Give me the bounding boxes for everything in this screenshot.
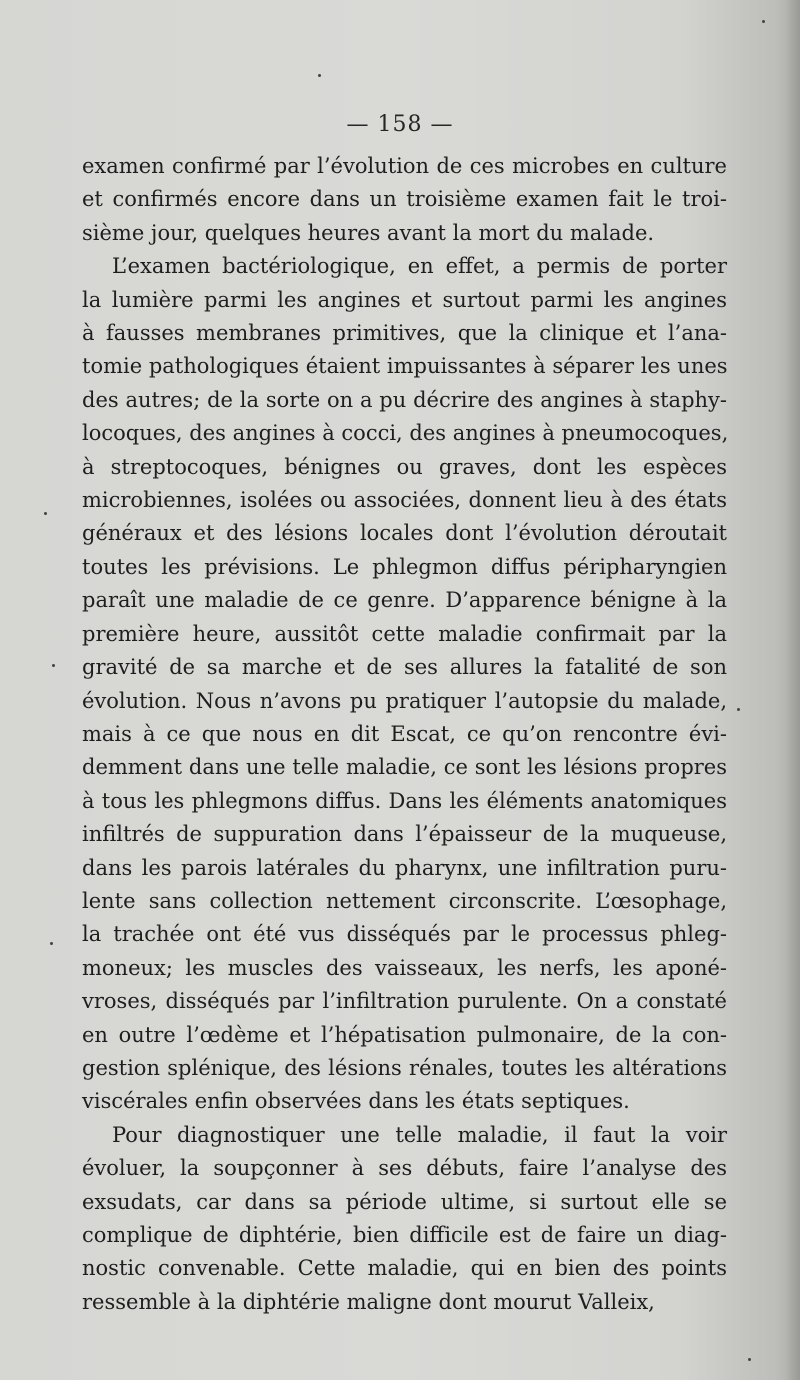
- text-line: gravité de sa marche et de ses allures la fatalité de son: [82, 655, 727, 680]
- text-line: évoluer, la soupçonner à ses débuts, faire l’analyse des: [82, 1156, 727, 1181]
- page-number: — 158 —: [346, 112, 454, 137]
- page-edge-shadow: [786, 0, 800, 1380]
- print-speck: [762, 20, 765, 23]
- text-line: complique de diphtérie, bien difficile est de faire un diag-: [82, 1223, 727, 1247]
- text-line: en outre l’œdème et l’hépatisation pulmonaire, de la con-: [82, 1022, 727, 1047]
- text-line: à fausses membranes primitives, que la clinique et l’ana-: [82, 321, 727, 346]
- print-speck: [748, 1358, 751, 1361]
- text-line: lente sans collection nettement circonscrite. L’œsophage,: [82, 888, 727, 913]
- text-line: moneux; les muscles des vaisseaux, les nerfs, les aponé-: [82, 955, 727, 980]
- print-speck: [318, 74, 321, 77]
- print-speck: [52, 664, 55, 667]
- text-line: Pour diagnostiquer une telle maladie, il faut la voir: [112, 1122, 727, 1147]
- text-line: microbiennes, isolées ou associées, donnent lieu à des états: [82, 488, 727, 513]
- paragraph: [82, 250, 727, 1119]
- text-line: tomie pathologiques étaient impuissantes à séparer les unes: [82, 354, 728, 379]
- text-line: L’examen bactériologique, en effet, a permis de porter: [112, 254, 727, 279]
- text-line: vroses, disséqués par l’infiltration purulente. On a constaté: [82, 989, 727, 1014]
- text-line: nostic convenable. Cette maladie, qui en bien des points: [82, 1256, 727, 1281]
- body-text: [82, 150, 727, 1319]
- text-line: à tous les phlegmons diffus. Dans les éléments anatomiques: [82, 788, 727, 813]
- text-line: viscérales enfin observées dans les états septiques.: [82, 1089, 630, 1114]
- text-line: paraît une maladie de ce genre. D’apparence bénigne à la: [82, 588, 727, 613]
- text-line: exsudats, car dans sa période ultime, si surtout elle se: [82, 1189, 727, 1214]
- text-line: à streptocoques, bénignes ou graves, dont les espèces: [82, 454, 727, 479]
- text-line: première heure, aussitôt cette maladie confirmait par la: [82, 621, 727, 646]
- text-line: sième jour, quelques heures avant la mort du malade.: [82, 220, 655, 245]
- print-speck: [50, 942, 53, 945]
- text-line: la trachée ont été vus disséqués par le processus phleg-: [82, 922, 727, 947]
- print-speck: [44, 512, 47, 515]
- text-line: infiltrés de suppuration dans l’épaisseur de la muqueuse,: [82, 822, 727, 847]
- text-line: dans les parois latérales du pharynx, une infiltration puru-: [82, 855, 727, 880]
- text-line: généraux et des lésions locales dont l’évolution déroutait: [82, 521, 727, 546]
- text-line: et confirmés encore dans un troisième examen fait le troi-: [82, 187, 727, 212]
- text-line: examen confirmé par l’évolution de ces microbes en culture: [82, 154, 727, 178]
- text-line: ressemble à la diphtérie maligne dont mourut Valleix,: [82, 1289, 655, 1314]
- paragraph: [82, 150, 727, 250]
- text-line: locoques, des angines à cocci, des angines à pneumocoques,: [82, 421, 729, 446]
- text-line: la lumière parmi les angines et surtout parmi les angines: [82, 287, 727, 312]
- text-line: gestion splénique, des lésions rénales, toutes les altérations: [82, 1055, 727, 1080]
- text-line: demment dans une telle maladie, ce sont les lésions propres: [82, 755, 727, 780]
- paragraph: [82, 1119, 727, 1319]
- text-line: évolution. Nous n’avons pu pratiquer l’autopsie du malade,: [82, 688, 727, 713]
- text-line: toutes les prévisions. Le phlegmon diffus péripharyngien: [82, 554, 727, 579]
- text-line: des autres; de la sorte on a pu décrire des angines à staphy-: [82, 387, 727, 412]
- text-line: mais à ce que nous en dit Escat, ce qu’on rencontre évi-: [82, 721, 727, 746]
- print-speck: [737, 708, 740, 711]
